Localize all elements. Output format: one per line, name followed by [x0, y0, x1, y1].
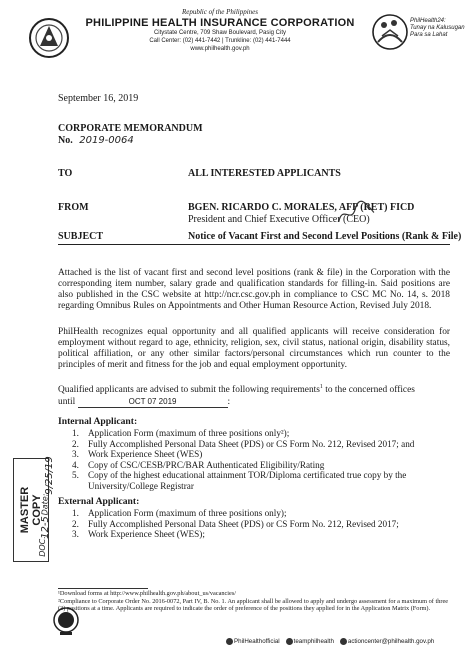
to-value: ALL INTERESTED APPLICANTS [188, 168, 341, 179]
header-divider [58, 244, 450, 245]
requirements-text: Qualified applicants are advised to submit the following requirements [58, 385, 320, 396]
tagline-line-3: Para sa Lahat [410, 32, 448, 38]
social-footer [226, 638, 434, 645]
internal-applicant-title: Internal Applicant: [58, 416, 138, 427]
footnote-1: ¹Download forms at http://www.philhealth.gov.ph/about_us/vacancies/ [58, 590, 237, 597]
until-label: until [58, 397, 76, 408]
from-label: FROM [58, 202, 89, 213]
memo-date: September 16, 2019 [58, 93, 139, 104]
external-requirements-list [72, 508, 450, 540]
iso-certification-logo [52, 606, 80, 636]
letterhead [70, 8, 370, 53]
stamp-date-value: 9/25/19 [43, 456, 55, 495]
paragraph-equal-opportunity: PhilHealth recognizes equal opportunity and all qualified applicants will receive consideration for employment without regard to age, ethnicity, religion, sex, civil status, national origin, disability status, political affiliation, or any other similar factors/personal circumstances which run counter to the principles of merit and fitness for the job and equal employment opportunity. [58, 327, 450, 370]
list-item: 3. Work Experience Sheet (WES) [72, 449, 203, 460]
stamp-copy: COPY [31, 494, 43, 526]
from-position: President and Chief Executive Officer (CEO) [188, 214, 370, 225]
email-icon [340, 638, 347, 645]
stamp-doc-value: 12-5 [39, 516, 51, 539]
list-item: 1. Application Form (maximum of three positions only²); [72, 428, 290, 438]
external-applicant-title: External Applicant: [58, 496, 140, 507]
email-address[interactable]: actioncenter@philhealth.gov.ph [340, 638, 434, 645]
philhealth24-logo [370, 10, 410, 54]
website-line: www.philhealth.gov.ph [190, 46, 250, 52]
memo-number-value: 2019-0064 [79, 135, 134, 146]
footnote-2: ²Compliance to Corporate Order No. 2016-0072, Part IV, B. No. 1. An applicant shall be allowed to apply and undergo assessment for a maximum of three (3) positions at a time. Applicants are required to indicate the order of preference of the positions they applied for in the Application Matrix (Form). [58, 598, 449, 613]
facebook-handle[interactable]: PhilHealthofficial [226, 638, 280, 645]
stamp-doc-label: DOC. [37, 536, 47, 557]
stamp-master: MASTER [19, 486, 31, 534]
philippine-seal-logo [28, 16, 70, 60]
twitter-handle[interactable]: teamphilhealth [286, 638, 334, 645]
to-label: TO [58, 168, 73, 179]
list-item: 5. Copy of the highest educational attainment TOR/Diploma certificated true copy by the University/College Registrar [72, 470, 407, 491]
republic-text: Republic of the Philippines [181, 8, 258, 16]
footnote-divider [58, 588, 148, 589]
tagline-line-1: PhilHealth24: [410, 18, 446, 24]
twitter-icon [286, 638, 293, 645]
subject-label: SUBJECT [58, 231, 104, 242]
philhealth24-tagline [410, 18, 470, 39]
signature-mark [334, 198, 377, 230]
memo-number-label: No. [58, 135, 73, 146]
facebook-icon [226, 638, 233, 645]
subject-value: Notice of Vacant First and Second Level Positions (Rank & File) [188, 231, 462, 242]
list-item: 3. Work Experience Sheet (WES); [72, 529, 205, 540]
list-item: 2. Fully Accomplished Personal Data Sheet (PDS) or CS Form No. 212, Revised 2017; [72, 518, 399, 529]
stamp-date-label: Date: [40, 493, 50, 516]
deadline-colon: : [227, 397, 231, 408]
tagline-line-2: Tunay na Kalusugan [410, 25, 465, 31]
corporation-name: PHILIPPINE HEALTH INSURANCE CORPORATION [85, 17, 355, 29]
call-center-line: Call Center: (02) 441-7442 | Trunkline: (02) 441-7444 [149, 38, 291, 44]
paragraph-vacancies: Attached is the list of vacant first and second level positions (rank & file) in the Corporation with the corresponding item number, salary grade and qualification standards for filling-in. Said positions are also published in the CSC website at http://ncr.csc.gov.ph in compliance to CSC MC No. 14, s. 2018 regarding Omnibus Rules on Appointments and Other Human Resource Action, Revised July 2018. [58, 268, 450, 311]
list-item: 2. Fully Accomplished Personal Data Sheet (PDS) or CS Form No. 212, Revised 2017; and [72, 438, 415, 449]
address-line: Citystate Centre, 709 Shaw Boulevard, Pasig City [153, 30, 287, 36]
internal-requirements-list [72, 428, 450, 492]
requirements-offices: to the concerned offices [322, 385, 415, 396]
memo-title: CORPORATE MEMORANDUM [58, 123, 203, 134]
paragraph-requirements: Qualified applicants are advised to submit the following requirements$^1$ to the concerned offices until OCT 07 2019 : [58, 384, 415, 408]
from-value: BGEN. RICARDO C. MORALES, AFP (RET) FICD [188, 202, 415, 213]
list-item: 4. Copy of CSC/CESB/PRC/BAR Authenticated Eligibility/Rating [72, 459, 325, 470]
list-item: 1. Application Form (maximum of three positions only); [72, 508, 287, 518]
memo-number [58, 135, 134, 146]
deadline-date: OCT 07 2019 [78, 396, 228, 408]
